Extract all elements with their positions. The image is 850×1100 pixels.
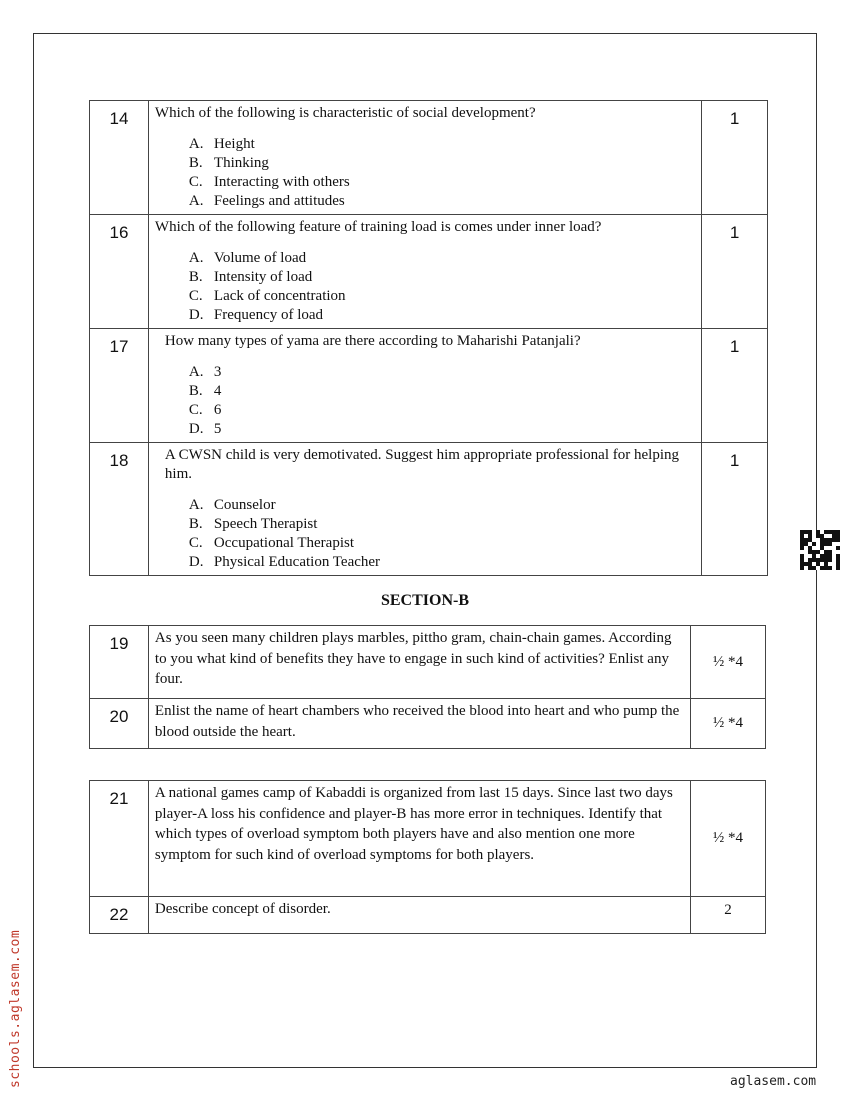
option-letter: B. [188,155,203,171]
option [189,363,695,382]
option-letter: C. [188,174,203,190]
question-text: Which of the following feature of training load is comes under inner load? [154,219,602,235]
option-letter: B. [188,383,203,399]
question-text: Enlist the name of heart chambers who received the blood into heart and who pump the blood outside the heart. [148,699,690,749]
question-number: 22 [90,897,149,934]
question-row [90,626,766,699]
option-letter: B. [188,516,203,532]
question-cell [148,443,701,576]
option [189,173,695,192]
option-letter: A. [188,497,204,513]
question-row [90,897,766,934]
option-text: 3 [213,364,222,380]
option-letter: D. [188,307,204,323]
option-text: Physical Education Teacher [213,554,381,570]
qr-code [800,530,840,570]
option-letter: A. [188,193,204,209]
question-text: A CWSN child is very demotivated. Suggest him appropriate professional for helping him. [164,447,679,482]
marks: 2 [691,897,766,934]
section-b-table [89,625,766,749]
option-text: Height [213,136,255,152]
marks: ½ *4 [691,626,766,699]
option-letter: A. [188,364,204,380]
option-text: Counselor [213,497,276,513]
option-letter: C. [188,402,203,418]
option-letter: B. [188,269,203,285]
question-number: 14 [90,101,149,215]
marks: 1 [702,329,768,443]
option [189,192,695,211]
section-b-table-2 [89,780,766,934]
option [189,401,695,420]
question-row [90,699,766,749]
question-text: A national games camp of Kabaddi is organized from last 15 days. Since last two days player-A loss his confidence and player-B has more error in techniques. Identify that which types of overload symptom both players have and also mention one more symptom for such kind of overload symptoms for both players. [148,781,690,897]
question-number: 16 [90,215,149,329]
question-number: 19 [90,626,149,699]
question-number: 18 [90,443,149,576]
option [189,515,695,534]
question-text: As you seen many children plays marbles, pittho gram, chain-chain games. According to you what kind of benefits they have to engage in such kind of activities? Enlist any four. [148,626,690,699]
option [189,306,695,325]
watermark-bottom: aglasem.com [730,1074,817,1089]
question-row [90,215,768,329]
question-number: 21 [90,781,149,897]
question-row [90,329,768,443]
option [189,154,695,173]
option-text: Interacting with others [213,174,350,190]
question-cell [148,215,701,329]
option-text: 4 [213,383,222,399]
question-text: How many types of yama are there according to Maharishi Patanjali? [164,333,581,349]
option-letter: D. [188,421,204,437]
option-letter: D. [188,554,204,570]
question-cell [148,329,701,443]
option-letter: C. [188,288,203,304]
option-letter: A. [188,250,204,266]
marks: 1 [702,443,768,576]
option-text: Occupational Therapist [213,535,355,551]
option-letter: C. [188,535,203,551]
option [189,268,695,287]
question-cell [148,101,701,215]
option-letter: A. [188,136,204,152]
marks: 1 [702,101,768,215]
watermark-left: schools.aglasem.com [8,929,23,1088]
question-row [90,443,768,576]
question-number: 20 [90,699,149,749]
section-a-table [89,100,768,576]
option-text: Frequency of load [213,307,324,323]
option [189,249,695,268]
option-text: Volume of load [213,250,307,266]
question-text: Describe concept of disorder. [148,897,690,934]
option-text: Thinking [213,155,269,171]
option-text: Speech Therapist [213,516,318,532]
option-text: Feelings and attitudes [213,193,345,209]
question-row [90,781,766,897]
option-text: 5 [213,421,222,437]
section-heading: SECTION-B [380,592,470,609]
question-number: 17 [90,329,149,443]
option [189,287,695,306]
marks: ½ *4 [691,781,766,897]
marks: 1 [702,215,768,329]
option [189,420,695,439]
option [189,553,695,572]
question-row [90,101,768,215]
option [189,534,695,553]
option [189,496,695,515]
option [189,382,695,401]
option [189,135,695,154]
question-text: Which of the following is characteristic of social development? [154,105,536,121]
option-text: 6 [213,402,222,418]
marks: ½ *4 [691,699,766,749]
option-text: Intensity of load [213,269,313,285]
option-text: Lack of concentration [213,288,346,304]
